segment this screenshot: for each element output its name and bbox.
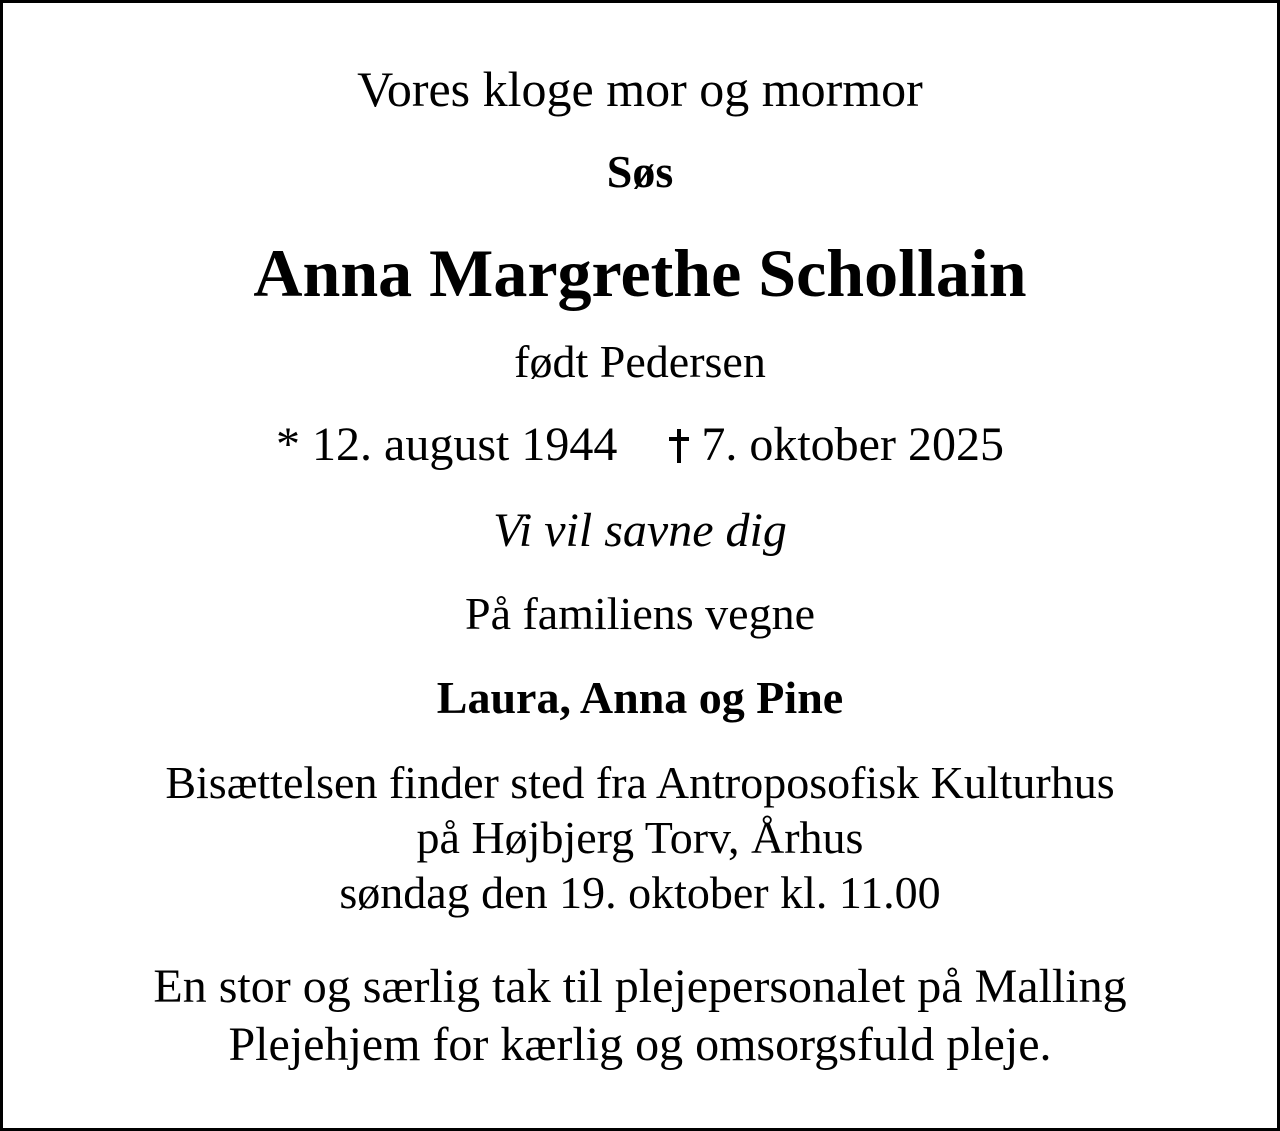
nickname: Søs xyxy=(606,146,674,197)
on-behalf-line: På familiens vegne xyxy=(464,588,815,639)
deceased-name: Anna Margrethe Schollain xyxy=(253,235,1027,311)
thanks-line: Plejehjem for kærlig og omsorgsfuld pleje. xyxy=(228,1018,1052,1071)
latin-cross-icon xyxy=(669,429,689,463)
funeral-details xyxy=(3,755,1277,920)
funeral-line: søndag den 19. oktober kl. 11.00 xyxy=(339,867,941,918)
intro-line: Vores kloge mor og mormor xyxy=(357,61,923,117)
funeral-line: på Højbjerg Torv, Århus xyxy=(416,812,864,863)
signers: Laura, Anna og Pine xyxy=(436,672,844,723)
farewell-line: Vi vil savne dig xyxy=(493,504,787,557)
death-date: 7. oktober 2025 xyxy=(701,418,1004,471)
birth-name: født Pedersen xyxy=(514,336,766,387)
thanks-line: En stor og særlig tak til plejepersonalet på Malling xyxy=(153,960,1127,1013)
life-dates xyxy=(3,417,1277,473)
birth-date: * 12. august 1944 xyxy=(276,418,618,471)
thanks-message xyxy=(3,958,1277,1074)
funeral-line: Bisættelsen finder sted fra Antroposofisk Kulturhus xyxy=(165,757,1115,808)
